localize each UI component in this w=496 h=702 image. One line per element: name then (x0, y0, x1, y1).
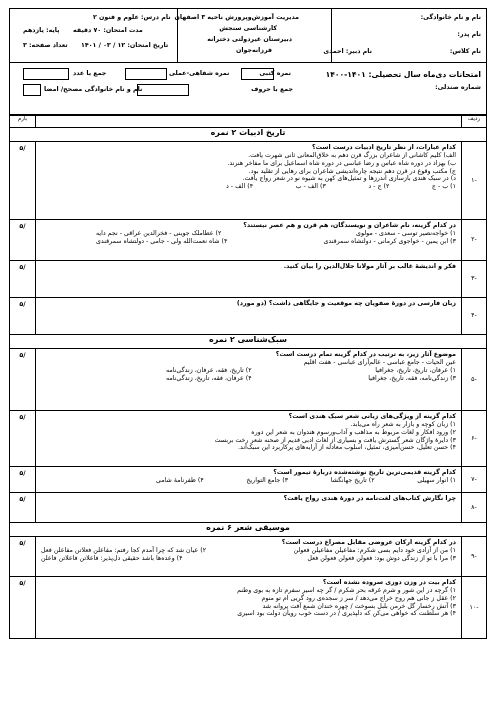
sum-letters-label: جمع با حروف (251, 86, 293, 93)
option[interactable]: ۲) عقل ز جانی هم روح خراج می‌دهد / سر ز سجده‌ی رود گریی ام تو منوم (261, 594, 456, 602)
question-text: موضوع آثار زیر، به ترتیب در کدام گزینه تمام درست است؟ (275, 351, 456, 358)
section-title: سبک‌شناسی ۲ نمره (10, 335, 487, 349)
date-label: تاریخ امتحان: ۱۲ / ۰۳ / ۱۴۰۱ (81, 42, 169, 49)
option[interactable]: ۲) ورود افکار و لغات مربوط به مذاهب و آداب‌ورسوم هندوان به شعر این دوره (251, 428, 456, 436)
option[interactable]: ۳) الف - ب (295, 183, 326, 191)
question-number: -۶ (462, 411, 487, 467)
grade-label: پایه: یازدهم (23, 27, 60, 34)
question-text: در کدام گزینه، نام شاعران و نویسندگان، هم قرن و هم عصر نیستند؟ (243, 222, 456, 229)
sum-letters-box[interactable] (137, 84, 189, 96)
option[interactable]: ۴) شاه نعمت‌الله ولی - جامی - دولتشاه سمرقندی (96, 237, 228, 245)
father-name-label: نام پدر: (457, 31, 481, 38)
header-divider (9, 62, 487, 63)
table-head (10, 116, 487, 128)
question-text: چرا نگارش کتاب‌های لغت‌نامه در دورهٔ هندی رواج یافت؟ (283, 495, 456, 502)
lesson-label: نام درس: علوم و فنون ۲ (93, 14, 171, 21)
question-number: -۲ (462, 220, 487, 261)
exam-page (9, 8, 487, 696)
question-score: /۵ (19, 470, 26, 477)
score-practical-label: نمره شفاهی-عملی (169, 70, 230, 77)
question-row (10, 577, 487, 639)
option[interactable]: ۳) زندگی‌نامه، فقه، تاریخ، جغرافیا (368, 374, 456, 382)
statement-line: د) در سبک هندی بازسازی اندرزها و تمثیل‌های کهن به شیوه نو در شعر رواج یافت. (242, 175, 456, 183)
question-number: -۹ (462, 537, 487, 577)
question-text: زبان فارسی در دورهٔ صفویان چه موقعیت و جایگاهی داشت؟ (دو مورد) (236, 300, 456, 307)
section-title: موسیقی شعر ۶ نمره (10, 523, 487, 537)
teacher-label: نام دبیر: احمدی (323, 48, 372, 55)
option[interactable]: ۱) گرچه در این شور و شرم غرقه بحر شکرم / گر چه اسیر سفرم تازه به بوی وطنم (237, 586, 456, 594)
option[interactable]: ۳) آتش رخسار گل خرمن بلبل بسوخت / چهره خندان شمع آفت پروانه شد (262, 602, 456, 610)
question-score: /۵ (19, 264, 26, 271)
option[interactable]: ۳) ابن یمین - خواجوی کرمانی - دولتشاه سمرقندی (323, 237, 456, 245)
score-column-header: بارم (10, 116, 36, 128)
option[interactable]: ۳) جامع التواریخ (246, 476, 289, 484)
question-row (10, 537, 487, 577)
question-number: -۱ (462, 142, 487, 220)
option[interactable]: ۴) عرفان، فقه، تاریخ، زندگی‌نامه (166, 374, 252, 382)
question-row (10, 349, 487, 411)
question-score: /۵ (19, 352, 26, 359)
option[interactable]: ۲) ج - د (368, 183, 390, 191)
question-number: -۴ (462, 298, 487, 335)
question-number: -۳ (462, 261, 487, 298)
seat-label: شماره صندلی: (435, 84, 481, 91)
option[interactable]: ۲) عطاملک جوینی - فخرالدین عراقی - نجم دایه (96, 229, 222, 237)
sum-digits-box[interactable] (23, 68, 69, 80)
question-score: /۵ (19, 540, 26, 547)
option[interactable]: ۴) وعده‌ها باشد حقیقی دل‌پذیر: فاعلاتن فاعلاتن فاعلن (41, 554, 183, 562)
question-number: -۱۰ (462, 577, 487, 639)
option[interactable]: ۱) ب - ج (431, 183, 456, 191)
questions-table (9, 115, 487, 639)
option[interactable]: ۳) مرا با تو از زندگی دوش بود: فعولن فعولن فعولن فعل (307, 554, 456, 562)
question-row (10, 467, 487, 493)
exam-title: امتحانات دی‌ماه سال تحصیلی: ۱۴۰۱-۱۴۰۰ (325, 70, 481, 79)
statement-line: ج) مکتب وقوع در قرن دهم نتیجه چاره‌اندیشی شاعران برای رهایی از تقلید بود. (248, 167, 456, 175)
org-line4: فرزانه‌جوان (235, 47, 272, 54)
question-row (10, 261, 487, 298)
section-row (10, 335, 487, 349)
corrector-label: نام و نام خانوادگی مصحح/ امضا (44, 86, 143, 93)
question-number: -۸ (462, 493, 487, 523)
question-text: فکر و اندیشهٔ غالب بر آثار مولانا جلال‌الدین را بیان کنید. (283, 263, 456, 270)
sum-digits-label: جمع با عدد (73, 70, 107, 77)
section-title: تاریخ ادبیات ۲ نمره (10, 128, 487, 142)
option[interactable]: ۱) عرفان، تاریخ، تاریخ، جغرافیا (375, 366, 456, 374)
duration-label: مدت امتحان: ۷۰ دقیقه (73, 27, 143, 34)
option[interactable]: ۴) الف - د (226, 183, 254, 191)
question-row (10, 220, 487, 261)
question-number: -۷ (462, 467, 487, 493)
section-row (10, 128, 487, 142)
exam-header (9, 8, 487, 93)
option[interactable]: ۴) ظفرنامهٔ شامی (156, 476, 204, 484)
question-text: کدام بیت در وزن دوری سروده نشده است؟ (322, 579, 456, 586)
option[interactable]: ۱) انوار سهیلی (417, 476, 456, 484)
org-line2: کارشناسی سنجش (219, 25, 277, 32)
option[interactable]: ۱) زبان کوچه و بازار به شعر راه می‌یابد. (350, 420, 456, 428)
option[interactable]: ۲) عیان شد که چرا آمدم کجا رفتم: مفاعلن فعلاتن مفاعلن فعل (41, 546, 207, 554)
statement-line: الف) کلیم کاشانی از شاعران بزرگ قرن دهم به خلاق‌المعانی ثانی شهرت یافت. (248, 151, 456, 159)
option[interactable]: ۲) تاریخ، فقه، عرفان، زندگی‌نامه (166, 366, 252, 374)
question-score: /۵ (19, 496, 26, 503)
question-row (10, 493, 487, 523)
question-text: کدام گزینه قدیمی‌ترین تاریخ نوشته‌شده دربارهٔ تیمور است؟ (273, 469, 456, 476)
question-score: /۵ (19, 145, 26, 152)
question-text: کدام گزینه از ویژگی‌های زبانی شعر سبک هندی است؟ (288, 413, 456, 420)
corrector-box[interactable] (23, 84, 41, 96)
question-score: /۵ (19, 223, 26, 230)
class-label: نام کلاس: (449, 48, 481, 55)
statement-line: ب) بهزاد در دوره شاه عباس و رضا عباسی در دوره شاه اسماعیل برای ما مفاخر هنرند. (227, 159, 456, 167)
question-score: /۵ (19, 580, 26, 587)
section-row (10, 523, 487, 537)
option[interactable]: ۱) من از آزادی خود دایم بسی شکرم: مفاعیلن مفاعیلن فعولن (293, 546, 456, 554)
option[interactable]: ۲) تاریخ جهانگشا (330, 476, 375, 484)
question-score: /۵ (19, 301, 26, 308)
question-score: /۵ (19, 414, 26, 421)
org-line1: مدیریت آموزش‌وپرورش ناحیه ۳ اصفهان (174, 14, 299, 21)
question-text: در کدام گزینه ارکان عروضی مقابل مصراع درست است؟ (281, 539, 456, 546)
question-row (10, 298, 487, 335)
question-number: -۵ (462, 349, 487, 411)
option[interactable]: ۳) دایرهٔ واژگان شعر گسترش یافت و بسیاری از لغات ادبی قدیم از صحنه شعر رخت بربست (214, 436, 456, 444)
pages-label: تعداد صفحه: ۳ (23, 42, 68, 49)
score-written-box[interactable] (241, 68, 274, 80)
student-name-label: نام و نام خانوادگی: (420, 14, 481, 21)
question-row (10, 142, 487, 220)
header-divider (177, 8, 178, 62)
option[interactable]: ۱) خواجه‌نصیر توسی - سعدی - مولوی (356, 229, 456, 237)
option[interactable]: ۴) هر سلطنت که خواهی می‌کن که دلپذیری / در دست خوب رویان دولت بود اسیری (237, 610, 456, 618)
question-text: کدام عبارات، از نظر تاریخ ادبیات درست است؟ (311, 144, 456, 151)
score-practical-box[interactable] (125, 68, 167, 80)
score-written-label: نمره کتبی (259, 70, 291, 77)
org-line3: دبیرستان غیردولتی دخترانه (207, 36, 292, 43)
question-row (10, 411, 487, 467)
row-column-header: ردیف (462, 116, 487, 128)
header-divider (331, 8, 332, 62)
option[interactable]: ۴) حسن تعلیل، حسن‌آمیزی، تمثیل، اسلوب معادله از آرایه‌های پرکاربرد این سبک‌اند. (238, 444, 456, 452)
question-subtitle: عین الحیات - جامع عباسی - عالم‌آرای عباسی - هفت اقلیم (303, 358, 456, 366)
